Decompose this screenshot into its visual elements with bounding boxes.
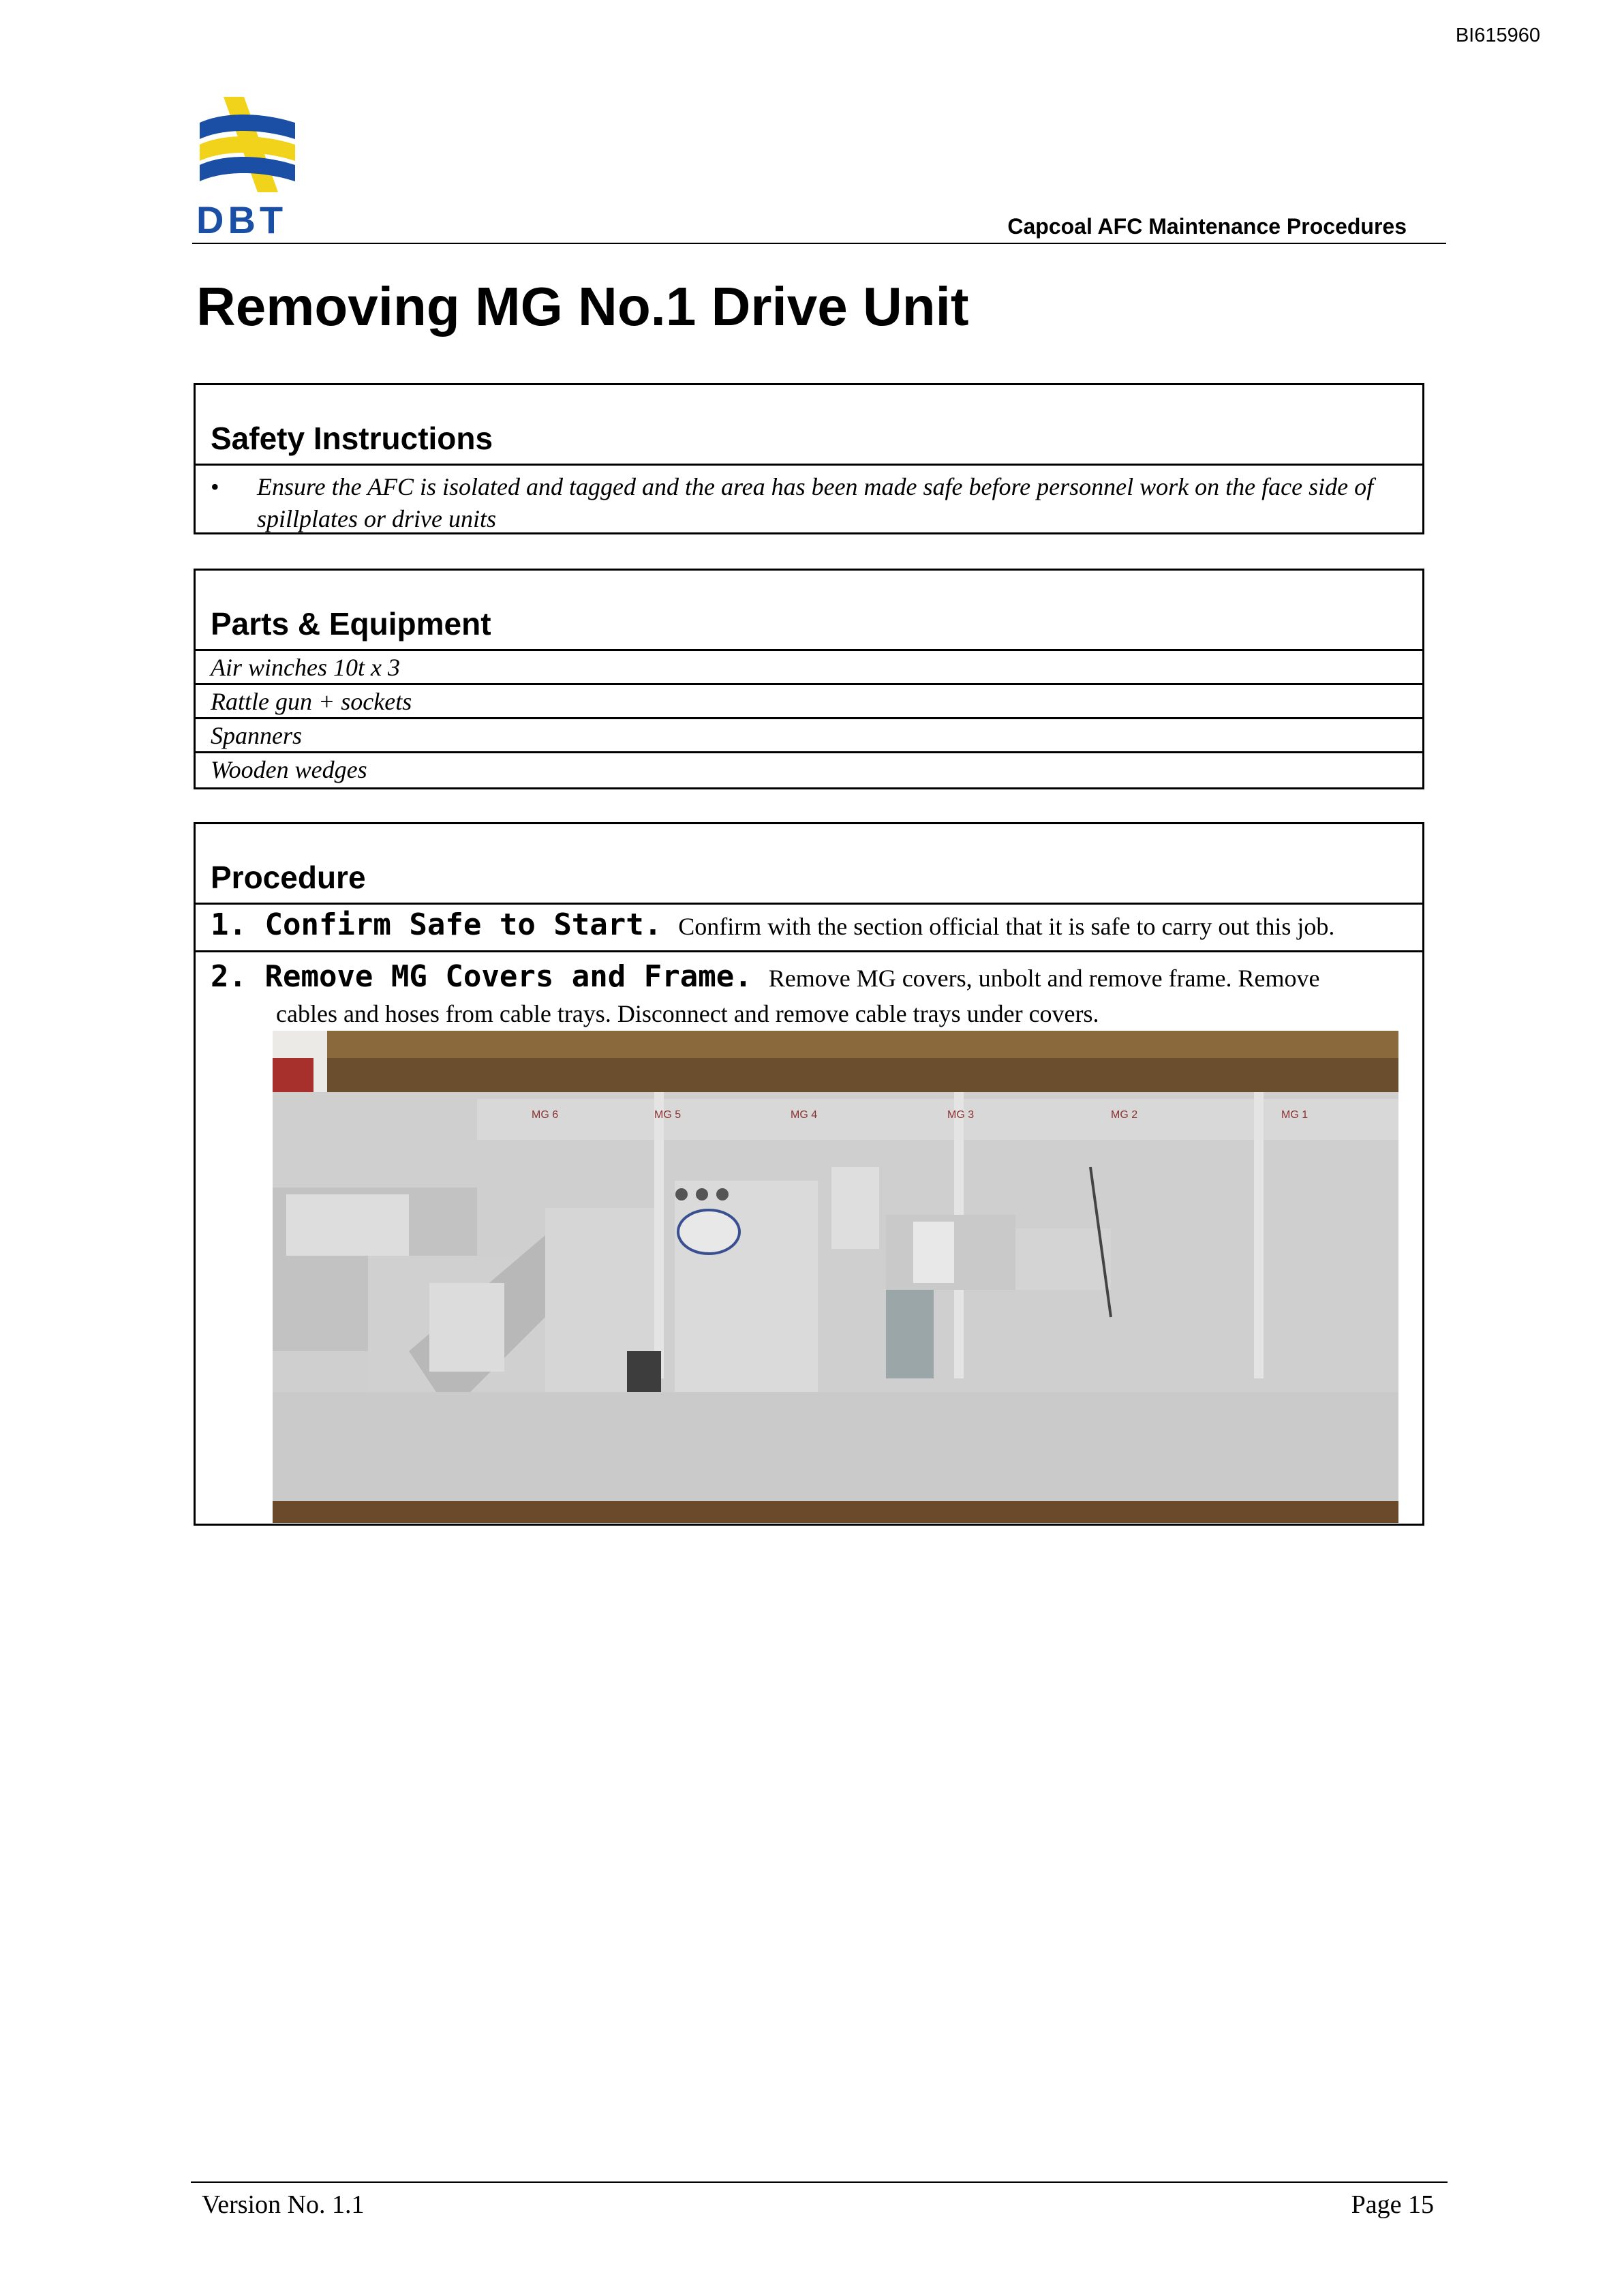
photo-illustration <box>273 1031 1398 1523</box>
footer-rule <box>191 2181 1448 2183</box>
step-text-continued: cables and hoses from cable trays. Disconnect and remove cable trays under covers. <box>276 1000 1099 1027</box>
safety-item-text: Ensure the AFC is isolated and tagged and the area has been made safe before personnel work on the face side of spillplates or drive units <box>257 473 1374 532</box>
dbt-logo-icon <box>196 97 299 192</box>
safety-item <box>196 466 1422 535</box>
step-text: Confirm with the section official that it is safe to carry out this job. <box>678 913 1335 940</box>
step-text: Remove MG covers, unbolt and remove frame. Remove <box>768 965 1320 992</box>
parts-item: Wooden wedges <box>211 756 367 783</box>
photo-label: MG 3 <box>947 1109 975 1121</box>
safety-instructions-box <box>194 383 1424 534</box>
parts-equipment-box <box>194 569 1424 789</box>
safety-heading: Safety Instructions <box>211 421 493 456</box>
photo-label: MG 6 <box>532 1109 559 1121</box>
footer-version: Version No. 1.1 <box>202 2190 365 2219</box>
photo-label: MG 5 <box>654 1109 682 1121</box>
procedure-step-1 <box>196 905 1422 952</box>
photo-label: MG 2 <box>1111 1109 1138 1121</box>
header-title: Capcoal AFC Maintenance Procedures <box>1007 214 1407 239</box>
safety-header <box>196 385 1422 466</box>
document-id: BI615960 <box>1455 25 1540 46</box>
bullet-icon: • <box>211 473 219 500</box>
photo-label: MG 1 <box>1281 1109 1309 1121</box>
logo-text: DBT <box>196 198 288 241</box>
parts-header <box>196 571 1422 651</box>
parts-item: Rattle gun + sockets <box>196 685 1422 719</box>
mg-drive-unit-photo <box>273 1031 1398 1523</box>
parts-item: Spanners <box>196 719 1422 753</box>
step-title: 2. Remove MG Covers and Frame. <box>211 959 752 994</box>
step-title: 1. Confirm Safe to Start. <box>211 907 662 942</box>
procedure-header <box>196 824 1422 905</box>
procedure-step-2 <box>196 952 1422 1031</box>
parts-heading: Parts & Equipment <box>211 606 491 641</box>
header-rule <box>192 243 1446 244</box>
parts-item: Air winches 10t x 3 <box>196 651 1422 685</box>
procedure-heading: Procedure <box>211 860 366 895</box>
page-title: Removing MG No.1 Drive Unit <box>196 276 969 337</box>
photo-label: MG 4 <box>791 1109 818 1121</box>
dbt-logo <box>196 97 305 240</box>
footer-page-number: Page 15 <box>1351 2190 1434 2219</box>
